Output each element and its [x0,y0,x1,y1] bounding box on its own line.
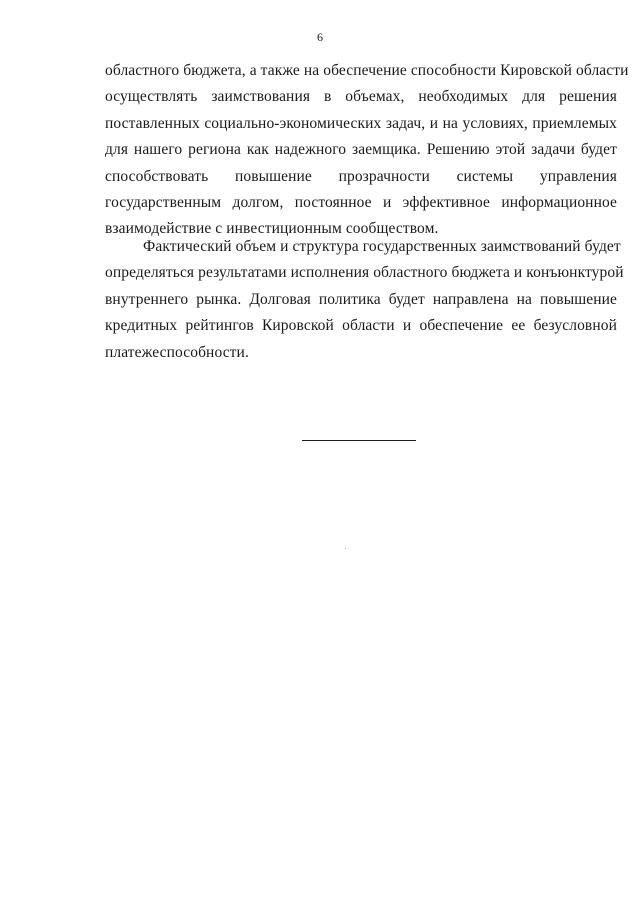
text-line: осуществлять заимствования в объемах, необходимых для решения [105,88,617,106]
page-number: 6 [317,30,323,44]
text-line: для нашего региона как надежного заемщика. Решению этой задачи будет [105,141,617,159]
text-line: взаимодействие с инвестиционным сообществом. [105,220,439,238]
text-line: кредитных рейтингов Кировской области и обеспечение ее безусловной [105,317,617,335]
end-of-document-rule [302,440,416,441]
text-line: государственным долгом, постоянное и эффективное информационное [105,193,617,211]
text-line: областного бюджета, а также на обеспечение способности Кировской области [105,62,629,79]
text-line: способствовать повышение прозрачности системы управления [105,167,617,185]
scan-speck [345,548,346,549]
text-line: платежеспособности. [105,343,249,361]
text-line: Фактический объем и структура государственных заимствований будет [143,238,621,255]
paragraph-debt-policy-goals [105,58,629,243]
text-line: определяться результатами исполнения областного бюджета и конъюнктурой [105,264,624,282]
paragraph-borrowing-structure [105,234,624,366]
text-line: внутреннего рынка. Долговая политика будет направлена на повышение [105,290,617,308]
text-line: поставленных социально-экономических задач, и на условиях, приемлемых [105,114,617,132]
